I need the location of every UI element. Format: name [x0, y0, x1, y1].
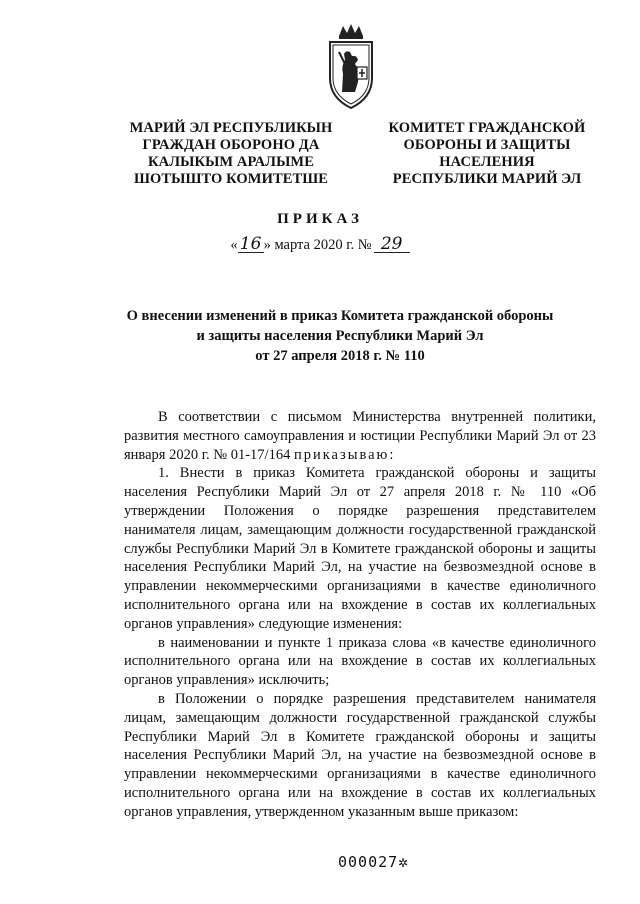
order-date-text: » марта 2020 г. № [263, 237, 372, 253]
header-right-line: НАСЕЛЕНИЯ [439, 154, 535, 170]
header-right-russian [378, 120, 596, 188]
paragraph-preamble [124, 408, 596, 464]
serial-number: 000027 [338, 853, 399, 871]
subject-line: от 27 апреля 2018 г. № 110 [255, 348, 425, 364]
header-left-line: МАРИЙ ЭЛ РЕСПУБЛИКЫН [129, 120, 333, 136]
header-left-line: ГРАЖДАН ОБОРОНО ДА [142, 137, 320, 153]
asterisk-stamp-icon: ✲ [398, 852, 409, 871]
header-right-line: ОБОРОНЫ И ЗАЩИТЫ [403, 137, 571, 153]
coat-of-arms-icon [325, 22, 377, 110]
quote-open: « [230, 237, 238, 253]
order-body [124, 408, 596, 822]
subject-line: и защиты населения Республики Марий Эл [196, 328, 484, 344]
paragraph-item-1: 1. Внести в приказ Комитета гражданской обороны и защиты населения Республики Марий Эл от 27 апреля 2018 г. № 110 «Об утверждении Положения о порядке разрешения представителем нанимателя лицам, замещающим должности государственной гражданской службы Республики Марий Эл в Комитете гражданской обороны и защиты населения Республики Марий Эл, на участие на безвозмездной основе в управлении некоммерческими организациями в качестве единоличного исполнительного органа или на вхождение в состав их коллегиальных органов управления» следующие изменения: [124, 465, 596, 632]
subject-line: О внесении изменений в приказ Комитета гражданской обороны [126, 308, 554, 324]
serial-number-stamp [338, 852, 409, 871]
order-subject [100, 306, 580, 366]
header-left-line: ШОТЫШТО КОМИТЕТШЕ [133, 171, 329, 187]
header-left-mari [112, 120, 350, 188]
order-number-handwritten: 29 [374, 236, 410, 253]
header-right-line: РЕСПУБЛИКИ МАРИЙ ЭЛ [392, 171, 582, 187]
preamble-text: В соответствии с письмом Министерства внутренней политики, развития местного самоуправления и юстиции Республики Марий Эл от 23 января 2020 г. № 01-17/164 [124, 409, 596, 463]
header-left-line: КАЛЫКЫМ АРАЛЫМЕ [148, 154, 314, 170]
document-title: ПРИКАЗ [277, 211, 363, 227]
order-date-line [0, 236, 640, 254]
preamble-order-word: приказываю [293, 446, 390, 463]
header-right-line: КОМИТЕТ ГРАЖДАНСКОЙ [388, 120, 586, 136]
paragraph-title-change: в наименовании и пункте 1 приказа слова «в качестве единоличного исполнительного органа или на вхождение в состав их коллегиальных органов управления» исключить; [124, 634, 596, 689]
paragraph-regulation-change: в Положении о порядке разрешения представителем нанимателя лицам, замещающим должности государственной гражданской службы Республики Марий Эл в Комитете гражданской обороны и защиты населения Республики Марий Эл, на участие на безвозмездной основе в управлении некоммерческими организациями в качестве единоличного исполнительного органа или на вхождение в состав их коллегиальных органов управления, утвержденном указанным выше приказом: [124, 690, 596, 820]
preamble-colon: : [389, 446, 394, 463]
order-day-handwritten: 16 [238, 236, 264, 253]
